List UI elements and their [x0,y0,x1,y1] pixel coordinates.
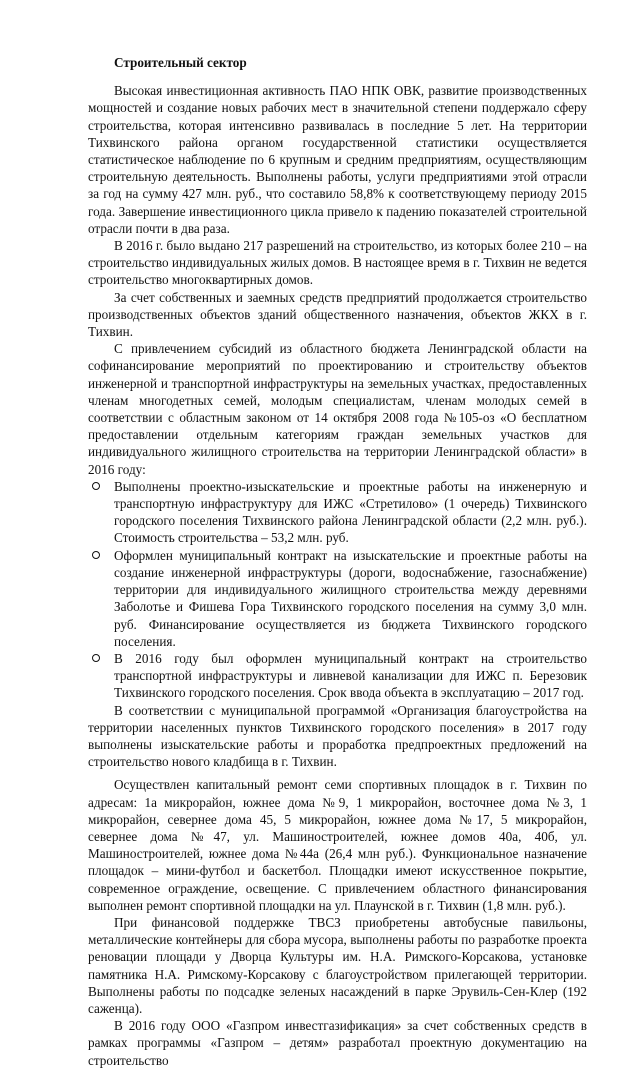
list-item [88,478,587,547]
paragraph-tvsz-support: При финансовой поддержке ТВСЗ приобретены автобусные павильоны, металлические контейнеры для сбора мусора, выполнены работы по разработке проекта реновации площади у Дворца Культуры им. Н.А. Римского-Корсакова, установке памятника Н.А. Римскому-Корсакову с благоустройством прилегающей территории. Выполнены работы по подсадке зеленых насаждений в парке Эрувиль-Сен-Клер (192 саженца). [88,914,587,1016]
document-page [88,54,587,1069]
paragraph-gazprom: В 2016 году ООО «Газпром инвестгазификация» за счет собственных средств в рамках программы «Газпром – детям» разработал проектную документацию на строительство [88,1018,587,1068]
paragraph-subsidies: С привлечением субсидий из областного бюджета Ленинградской области на софинансирование мероприятий по проектированию и строительству объектов инженерной и транспортной инфраструктуры на земельных участках, предоставленных членам многодетных семей, молодым специалистам, членам молодых семей в соответствии с областным законом от 14 октября 2008 года №105-оз «О бесплатном предоставлении отдельным категориям граждан земельных участков для индивидуального жилищного строительства на территории Ленинградской области» в 2016 году: [88,341,587,477]
paragraph-permits: В 2016 г. было выдано 217 разрешений на строительство, из которых более 210 – на строительство индивидуальных жилых домов. В настоящее время в г. Тихвин не ведется строительство многоквартирных домов. [88,238,587,288]
paragraph-cemetery: В соответствии с муниципальной программой «Организация благоустройства на территории населенных пунктов Тихвинского городского поселения» в 2017 году выполнены изыскательские работы и проработка предпроектных предложений на строительство нового кладбища в г. Тихвин. [88,702,587,770]
list-item-text: Выполнены проектно-изыскательские и проектные работы на инженерную и транспортную инфраструктуру для ИЖС «Стретилово» (1 очередь) Тихвинского городского поселения Тихвинского района Ленинградской области (2,2 млн. руб.). Стоимость строительства – 53,2 млн. руб. [114,478,587,546]
paragraph-own-funds: За счет собственных и заемных средств предприятий продолжается строительство производственных объектов зданий общественного назначения, объектов ЖКХ в г. Тихвин. [88,289,587,340]
paragraph-investment: Высокая инвестиционная активность ПАО НПК ОВК, развитие производственных мощностей и создание новых рабочих мест в значительной степени поддержало сферу строительства, которая интенсивно развивалась в последние 5 лет. На территории Тихвинского района органом государственной статистики осуществляется статистическое наблюдение по 6 крупным и средним предприятиям, осуществляющим строительную деятельность. Выполнены работы, услуги предприятиями этой отрасли за год на сумму 427 млн. руб., что составило 58,8% к соответствующему периоду 2015 года. Завершение инвестиционного цикла привело к падению показателей строительной отрасли почти в два раза. [88,83,587,236]
list-item [88,650,587,702]
bullet-list [88,478,587,702]
circle-bullet-icon [92,654,100,662]
list-item-text: В 2016 году был оформлен муниципальный контракт на строительство транспортной инфраструктуры и ливневой канализации для ИЖС п. Березовик Тихвинского городского поселения. Срок ввода объекта в эксплуатацию – 2017 год. [114,650,587,701]
section-heading: Строительный сектор [114,55,247,70]
circle-bullet-icon [92,551,100,559]
list-item-text: Оформлен муниципальный контракт на изыскательские и проектные работы на создание инженерной инфраструктуры (дороги, водоснабжение, газоснабжение) территории для индивидуального жилищного строительства между деревнями Заболотье и Фишева Гора Тихвинского городского поселения на сумму 3,0 млн. руб. Финансирование осуществляется из бюджета Тихвинского городского поселения. [114,547,587,649]
circle-bullet-icon [92,482,100,490]
paragraph-sports-grounds: Осуществлен капитальный ремонт семи спортивных площадок в г. Тихвин по адресам: 1а микрорайон, южнее дома №9, 1 микрорайон, восточнее дома №3, 1 микрорайон, севернее дома 45, 5 микрорайон, южнее дома №17, 5 микрорайон, севернее дома №47, ул. Машиностроителей, южнее домов 40а, 40б, ул. Машиностроителей, южнее дома №44а (26,4 млн руб.). Функциональное назначение площадок – мини-футбол и баскетбол. Площадки имеют искусственное покрытие, современное ограждение, освещение. С привлечением областного финансирования выполнен ремонт спортивной площадки на ул. Плаунской в г. Тихвин (1,8 млн. руб.). [88,777,587,913]
list-item [88,547,587,650]
